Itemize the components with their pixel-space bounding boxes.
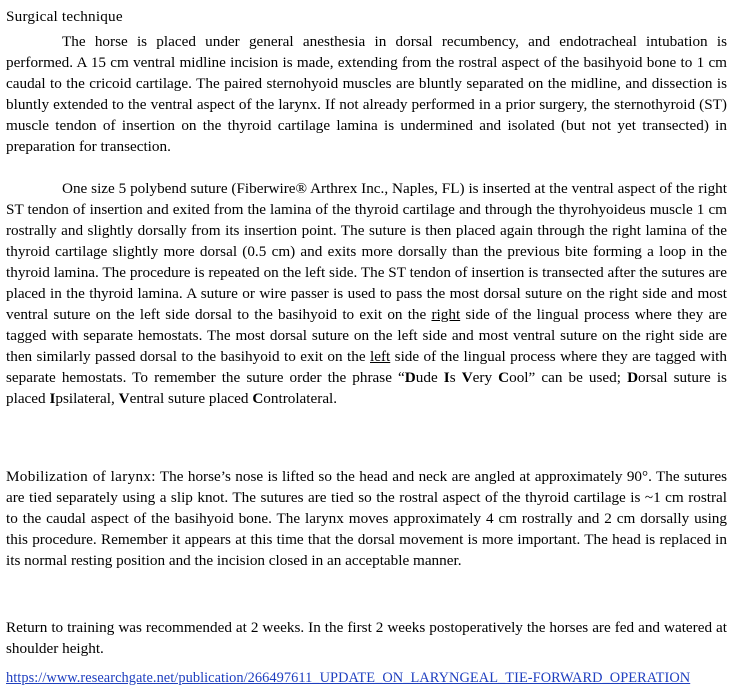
paragraph-return-to-training: Return to training was recommended at 2 weeks. In the first 2 weeks postoperatively the horses are fed and watered at shoulder height. [6,619,727,657]
text-run: ude [415,369,444,386]
text-run: entral suture placed [129,390,253,407]
underlined-left: left [370,348,391,365]
text-run: ool” can be used; [509,369,628,386]
text-run: ontrolateral. [263,390,338,407]
mnemonic-letter: D [404,369,416,386]
text-run: s [449,369,462,386]
mobilization-title: Mobilization of larynx: [6,468,156,485]
paragraph-anesthesia-incision: The horse is placed under general anesthesia in dorsal recumbency, and endotracheal intubation is performed. A 15 cm ventral midline incision is made, extending from the rostral aspect of the basihyoid bone to 1 cm caudal to the cricoid cartilage. The paired sternohyoid muscles are bluntly separated on the midline, and dissection is bluntly extended to the ventral aspect of the larynx. If not already performed in a prior surgery, the sternothyroid (ST) muscle tendon of insertion on the thyroid cartilage lamina is undermined and isolated (but not yet transected) in preparation for transection. [6,33,727,155]
text-run: side of the lingual process where they are tagged with separate hemostats. The most dorsal suture on the left side and most ventral suture on the right side are then similarly passed dorsal to the basihyoid to exit on the [6,306,728,365]
mnemonic-letter: D [627,369,639,386]
source-link[interactable]: https://www.researchgate.net/publication/266497611_UPDATE_ON_LARYNGEAL_TIE-FORWARD_OPERATION [6,670,691,686]
text-run: orsal suture is placed [6,369,727,407]
mnemonic-letter: C [498,369,510,386]
text-run: side of the lingual process where they are tagged with separate hemostats. To remember the suture order the phrase “ [6,348,727,386]
text-run: One size 5 polybend suture (Fiberwire® Arthrex Inc., Naples, FL) is inserted at the ventral aspect of the right ST tendon of insertion and exited from the lamina of the thyroid cartilage and through the thyrohyoideus muscle 1 cm rostrally and slightly dorsally from its insertion point. The suture is then placed again through the right lamina of the thyroid cartilage slightly more dorsal (0.5 cm) and exits more dorsally than the previous bite forming a loop in the thyroid lamina. The procedure is repeated on the left side. The ST tendon of insertion is transected after the sutures are placed in the thyroid lamina. A suture or wire passer is used to pass the most dorsal suture on the right side and most ventral suture on the left side dorsal to the basihyoid to exit on the [6,180,727,323]
mnemonic-letter: I [49,390,56,407]
text-run: psilateral, [55,390,119,407]
paragraph-mobilization [6,466,727,571]
paragraph-suture-placement [6,178,727,409]
underlined-right: right [431,306,461,323]
mnemonic-letter: V [461,369,473,386]
text-run: ery [472,369,499,386]
mobilization-text: The horse’s nose is lifted so the head and neck are angled at approximately 90°. The sutures are tied separately using a slip knot. The sutures are tied so the rostral aspect of the thyroid cartilage is ~1 cm rostral to the caudal aspect of the basihyoid bone. The larynx moves approximately 4 cm rostrally and 2 cm dorsally using this procedure. Remember it appears at this time that the dorsal movement is more important. The head is replaced in its normal resting position and the incision closed in an acceptable manner. [6,468,727,569]
mnemonic-letter: V [118,390,130,407]
section-heading: Surgical technique [6,8,123,25]
mnemonic-letter: I [443,369,450,386]
mnemonic-letter: C [252,390,264,407]
